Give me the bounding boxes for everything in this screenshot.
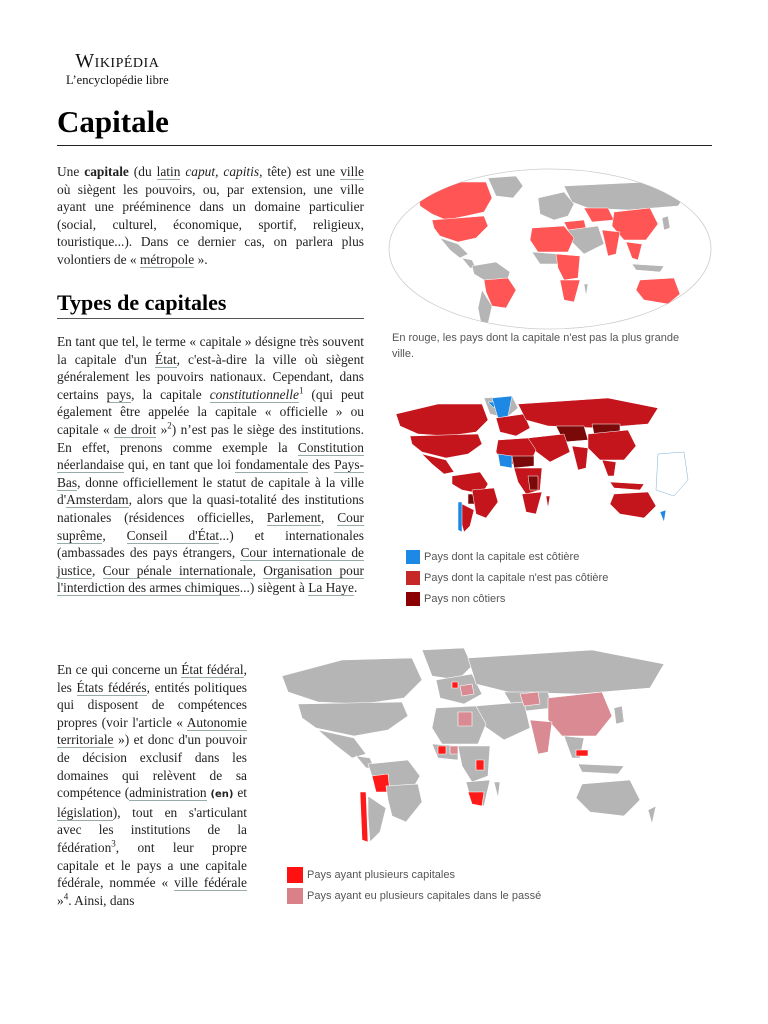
link-latin[interactable]: latin	[156, 164, 181, 179]
nigeria-past	[450, 746, 458, 754]
section-divider	[57, 318, 364, 319]
text: »	[156, 421, 168, 437]
africa-west	[498, 454, 512, 468]
legend-label: Pays dont la capitale est côtière	[424, 550, 580, 563]
russia	[564, 182, 688, 210]
link-etat[interactable]: État	[155, 351, 177, 367]
link-cij[interactable]: Cour internationale de justice	[57, 545, 364, 578]
legend-item	[406, 588, 608, 609]
south-africa	[468, 792, 484, 806]
legend-label: Pays ayant eu plusieurs capitales dans le passé	[307, 889, 542, 902]
libya-past	[458, 712, 472, 726]
page-title: Capitale	[57, 104, 169, 139]
chile	[458, 502, 462, 532]
text: , entités politiques qui disposent de compétences propres (voir l'article «	[57, 679, 247, 730]
italic-text: caput, capitis	[185, 164, 260, 179]
tanzania	[476, 760, 484, 770]
argentina	[368, 796, 386, 842]
pacific-islands	[656, 452, 688, 496]
text: ,	[252, 562, 264, 578]
link-la-haye[interactable]: La Haye	[308, 580, 354, 596]
japan	[614, 706, 624, 724]
link-etats-federes[interactable]: États fédérés	[76, 679, 147, 695]
link-parlement[interactable]: Parlement	[266, 509, 322, 525]
link-cpi[interactable]: Cour pénale internationale	[102, 562, 253, 578]
text: , ont leur propre capitale et le pays a une capitale fédérale, nommée «	[57, 839, 247, 891]
link-fondamentale[interactable]: fondamentale	[235, 457, 309, 473]
text: Une	[57, 164, 85, 179]
text: .	[353, 580, 358, 596]
cote-divoire	[438, 746, 446, 754]
link-constitutionnelle[interactable]: constitutionnelle	[209, 386, 299, 402]
africa-great-lakes	[528, 476, 538, 490]
link-ville-federale[interactable]: ville fédérale	[174, 875, 247, 891]
link-legislation[interactable]: législation	[57, 804, 113, 820]
madagascar	[494, 782, 500, 798]
russia	[468, 650, 664, 694]
text: En tant que tel, le terme « capitale » désigne très souvent la capitale d'un	[57, 334, 364, 367]
link-de-droit[interactable]: de droit	[113, 421, 157, 437]
legend-label: Pays non côtiers	[424, 592, 506, 605]
usa	[298, 702, 408, 736]
link-pays-bas[interactable]: Pays-Bas	[57, 457, 365, 490]
text: . Ainsi, dans	[68, 892, 135, 908]
link-amsterdam[interactable]: Amsterdam	[66, 492, 129, 508]
wikipedia-logo[interactable]	[66, 50, 169, 87]
legend-swatch	[406, 592, 420, 606]
text: , donne officiellement le statut de capitale à la ville d'	[57, 474, 364, 508]
legend-label: Pays dont la capitale n'est pas côtière	[424, 571, 609, 584]
footnote-ref[interactable]: 4	[63, 891, 69, 902]
china	[588, 430, 636, 460]
intro-paragraph	[57, 163, 364, 269]
text: (du	[128, 164, 157, 179]
figure2-legend	[406, 546, 608, 609]
text: ...) et internationales (ambassades des pays étrangers,	[57, 527, 364, 561]
new-zealand	[660, 510, 666, 522]
text: ») et donc d'un pouvoir de décision exclusif dans les domaines qui relèvent de sa compétence (	[57, 732, 247, 801]
canada	[396, 404, 488, 436]
legend-swatch	[287, 888, 303, 904]
indonesia	[578, 764, 624, 774]
text: qui, en tant que loi	[123, 457, 236, 473]
wordmark: Wikipédia	[75, 50, 160, 72]
indonesia	[610, 482, 644, 490]
types-paragraph	[57, 333, 364, 597]
africa-south	[522, 492, 542, 514]
netherlands	[452, 682, 458, 688]
legend-label: Pays ayant plusieurs capitales	[307, 868, 455, 881]
africa-north	[530, 226, 574, 252]
new-zealand	[686, 298, 692, 312]
text: ) n’est pas le siège des institutions. En effet, prenons comme exemple la	[57, 421, 364, 455]
title-divider	[57, 145, 712, 146]
link-administration[interactable]: administration	[129, 785, 207, 801]
legend-item	[406, 567, 608, 588]
legend-item	[406, 546, 608, 567]
link-etat-federal[interactable]: État fédéral	[181, 662, 244, 677]
text: où siègent les pouvoirs, ou, par extension, une ville ayant une prééminence dans un domaine particulier (social, culturel, économique, sportif, religieux, touristique...). Dans ce dernier cas, on parlera plus volontiers de «	[57, 181, 364, 267]
map-coastal-capitals[interactable]	[388, 394, 712, 534]
australia	[576, 780, 640, 816]
text: , la capitale	[131, 386, 210, 402]
section-title: Types de capitales	[57, 290, 227, 315]
link-metropole[interactable]: métropole	[139, 251, 195, 267]
brazil	[386, 784, 422, 822]
text: ...) siègent à	[239, 580, 309, 596]
text: et	[233, 785, 248, 801]
text: »	[57, 892, 64, 908]
text: ,	[91, 562, 103, 578]
text: ), tout en s'articulant avec les institutions de la fédération	[57, 804, 247, 855]
russia	[518, 398, 658, 428]
figure1-caption: En rouge, les pays dont la capitale n'est pas la plus grande ville.	[392, 332, 680, 360]
link-ville[interactable]: ville	[340, 164, 364, 179]
text: En ce qui concerne un	[57, 662, 182, 677]
text: , c'est-à-dire la ville où siègent généralement les pouvoirs nationaux. Cependant, dans certains	[57, 351, 364, 402]
link-constitution-neerlandaise[interactable]: Constitution néerlandaise	[57, 439, 364, 473]
link-conseil-etat[interactable]: Conseil d'État	[126, 527, 220, 543]
legend-item	[287, 885, 541, 906]
text: ,	[102, 527, 127, 543]
sahel	[512, 456, 534, 468]
kazakhstan-past	[520, 692, 540, 706]
malaysia	[576, 750, 588, 756]
text: , les	[57, 662, 247, 695]
europe-past	[460, 684, 474, 696]
se-asia	[602, 460, 616, 476]
usa	[410, 434, 482, 458]
footnote-ref[interactable]: 3	[111, 838, 116, 849]
legend-swatch	[287, 867, 303, 883]
text: des	[308, 457, 335, 473]
text: ».	[194, 251, 208, 267]
federal-paragraph	[57, 661, 247, 909]
australia	[610, 492, 656, 518]
text: ,	[321, 509, 338, 525]
india	[530, 720, 552, 754]
tagline: L’encyclopédie libre	[66, 73, 169, 87]
link-opac[interactable]: Organisation pour l'interdiction des armes chimiques	[57, 562, 364, 596]
link-pays[interactable]: pays	[106, 386, 132, 402]
china	[548, 692, 612, 736]
madagascar	[546, 496, 550, 508]
footnote-ref[interactable]: 2	[167, 420, 172, 431]
brazil	[472, 488, 498, 518]
link-cour-supreme[interactable]: Cour suprême	[57, 509, 364, 543]
bold-term: capitale	[84, 164, 129, 179]
chile	[360, 792, 368, 842]
legend-swatch	[406, 571, 420, 585]
india	[572, 446, 588, 470]
canada	[282, 658, 422, 704]
map-multiple-capitals[interactable]	[272, 646, 702, 846]
text: (qui peut également être appelée la capitale « officielle » ou capitale «	[57, 386, 365, 437]
figure3-legend	[287, 864, 541, 906]
legend-item	[287, 864, 541, 885]
text: , tête) est une	[259, 164, 341, 179]
language-tag[interactable]: (en)	[210, 789, 234, 801]
text: , alors que la quasi-totalité des institutions nationales (résidences officielles,	[57, 492, 364, 525]
new-zealand	[648, 806, 656, 824]
footnote-ref[interactable]: 1	[298, 385, 304, 396]
link-autonomie-territoriale[interactable]: Autonomie territoriale	[57, 714, 247, 748]
legend-swatch	[406, 550, 420, 564]
africa-central	[458, 746, 490, 782]
map-capital-not-largest-city[interactable]	[388, 168, 712, 330]
